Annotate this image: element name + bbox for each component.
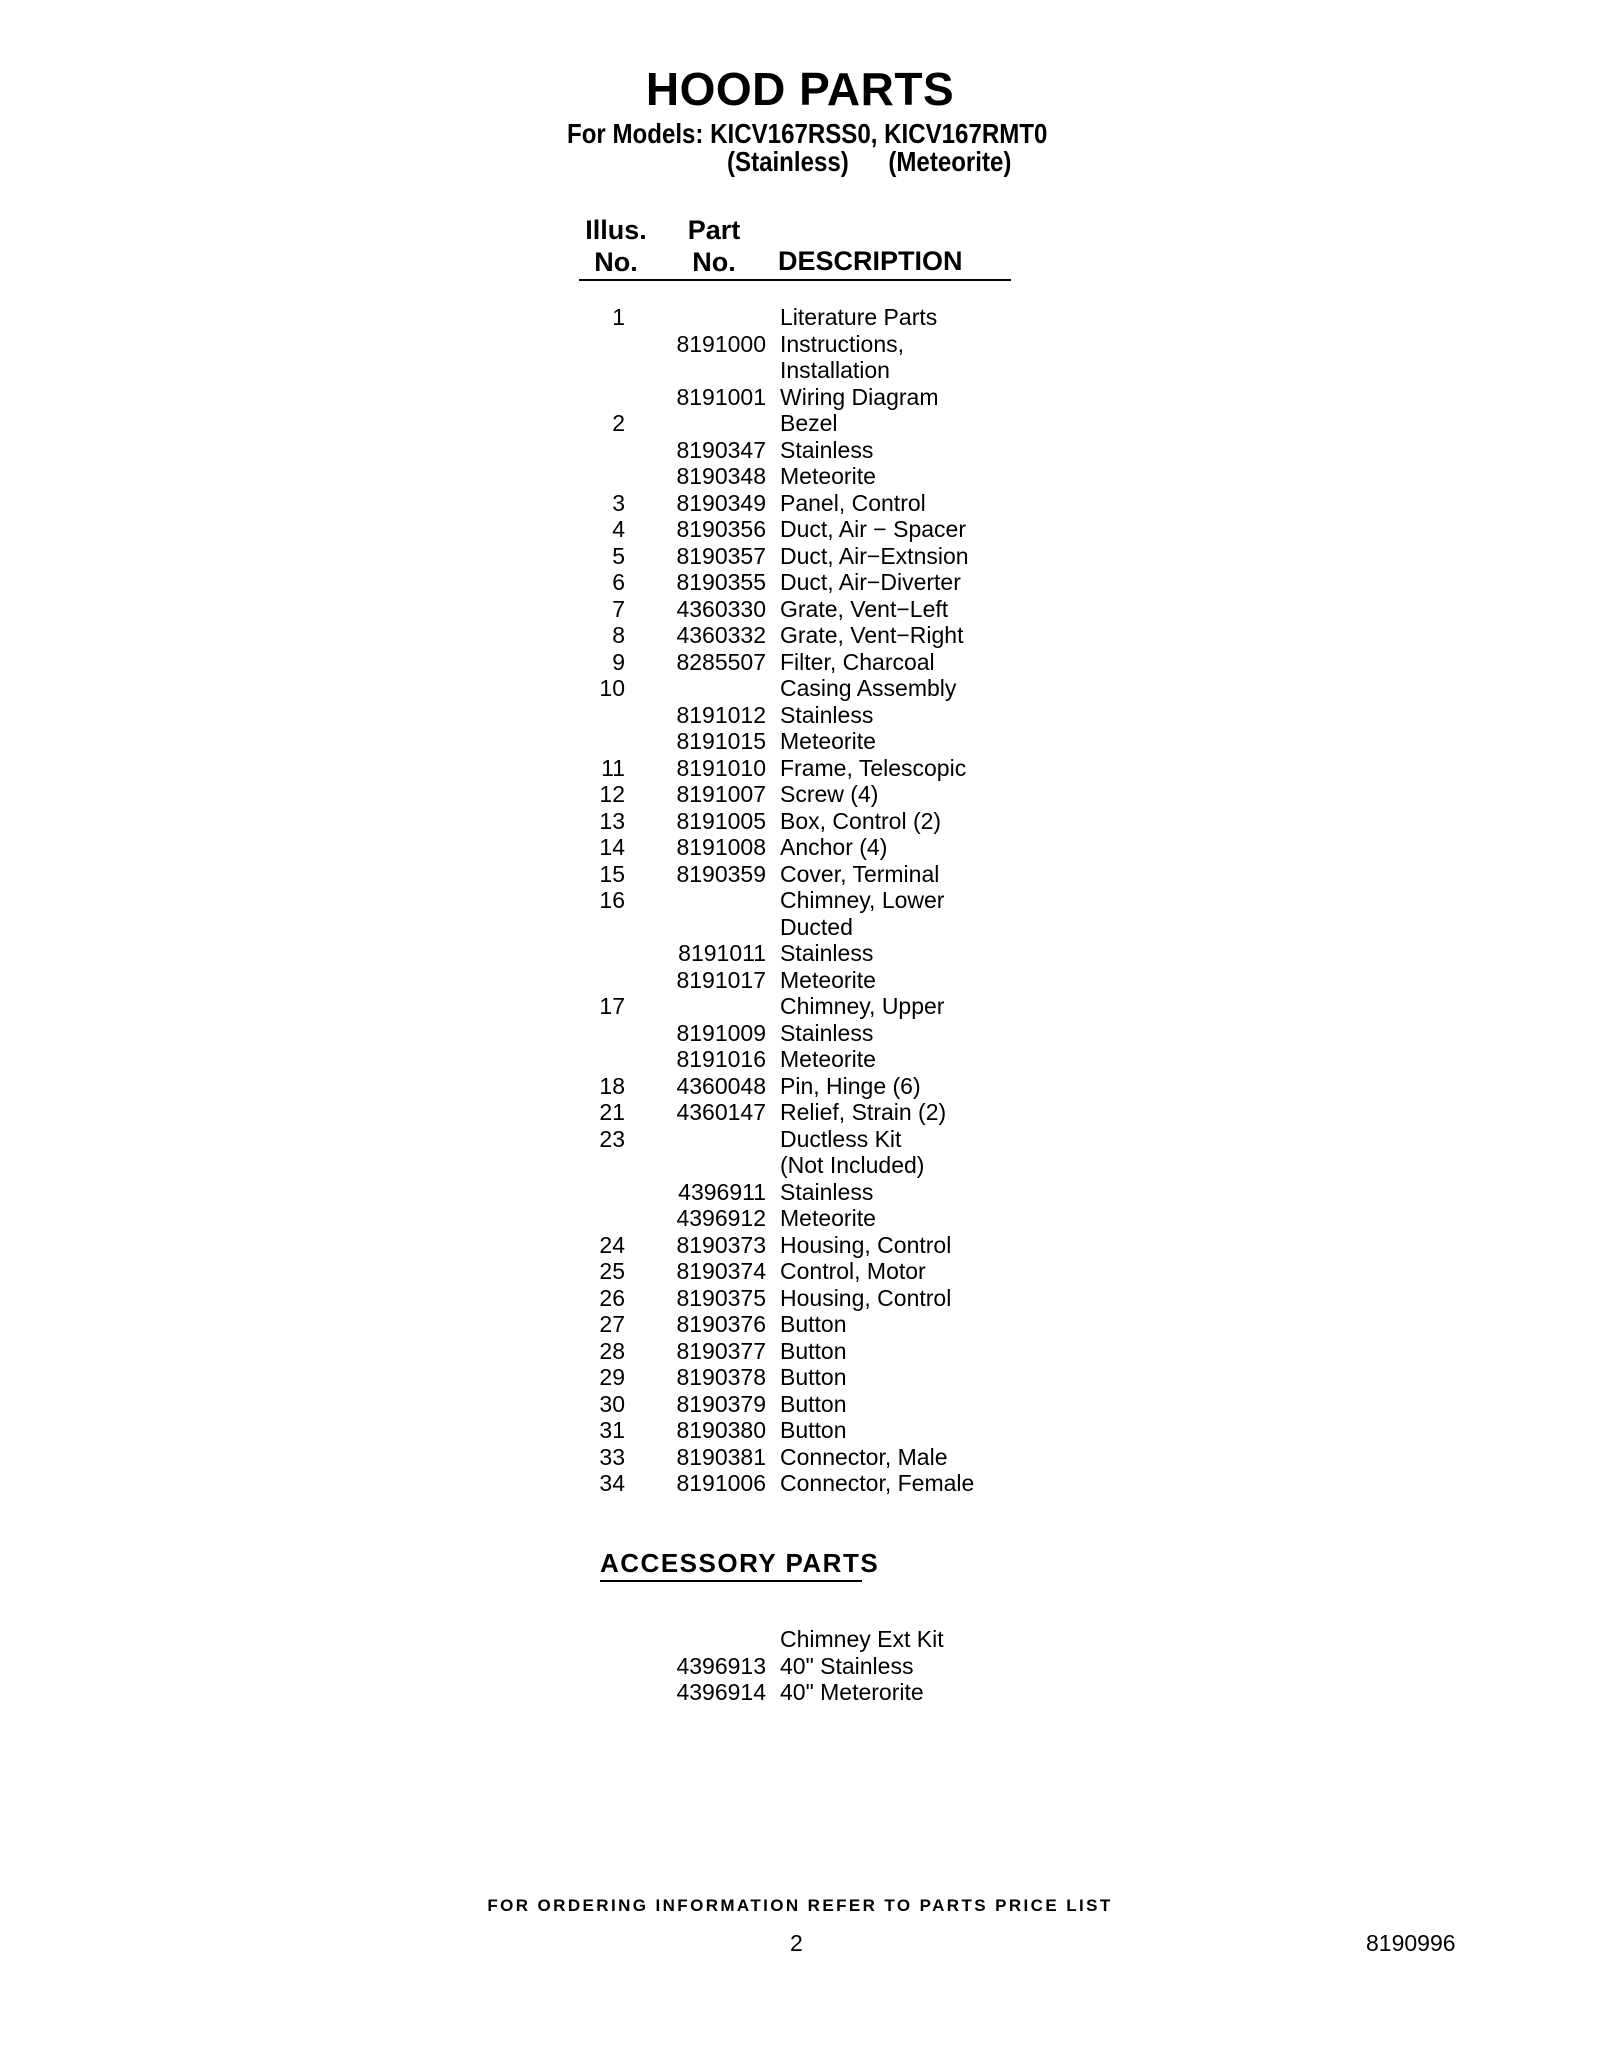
description-header: DESCRIPTION (778, 246, 963, 276)
header-rule (579, 279, 1011, 281)
parts-row (0, 702, 1600, 729)
part-description: Meteorite (780, 1046, 876, 1072)
parts-row (0, 1232, 1600, 1259)
parts-row (0, 622, 1600, 649)
part-number: 8191001 (676, 383, 766, 410)
part-description: Button (780, 1337, 847, 1364)
part-number: 8190373 (676, 1231, 766, 1258)
parts-row (0, 1179, 1600, 1206)
part-no-header: Part No. (687, 215, 741, 277)
part-number: 8190380 (676, 1417, 766, 1443)
parts-row (0, 304, 1600, 331)
parts-row (0, 490, 1600, 517)
part-number: 8190379 (676, 1390, 766, 1417)
illus-number: 26 (599, 1284, 625, 1311)
part-description: Button (780, 1311, 847, 1337)
illus-number: 10 (599, 675, 625, 701)
illus-number: 5 (612, 542, 625, 569)
part-number: 8191009 (676, 1019, 766, 1046)
parts-row (0, 675, 1600, 702)
parts-row (0, 1152, 1600, 1179)
part-description: Button (780, 1390, 847, 1417)
illus-number: 15 (599, 860, 625, 887)
parts-row (0, 1046, 1600, 1073)
part-description: Button (780, 1364, 847, 1390)
illus-number: 27 (599, 1311, 625, 1337)
part-description: Grate, Vent−Right (780, 622, 964, 648)
model-variants (727, 146, 1011, 178)
part-number: 8191010 (676, 754, 766, 781)
models-line: For Models: KICV167RSS0, KICV167RMT0 (567, 118, 1048, 149)
parts-row (0, 1258, 1600, 1285)
illus-number: 6 (612, 569, 625, 595)
part-description: Grate, Vent−Left (780, 595, 949, 622)
illus-no-header: Illus. No. (585, 215, 647, 277)
illus-number: 2 (612, 410, 625, 436)
part-number: 8190348 (676, 463, 766, 489)
parts-row (0, 1470, 1600, 1497)
part-description: Bezel (780, 410, 838, 436)
parts-row (0, 887, 1600, 914)
parts-row (0, 993, 1600, 1020)
parts-row (0, 437, 1600, 464)
illus-number: 33 (599, 1443, 625, 1470)
parts-row (0, 596, 1600, 623)
part-description: Chimney Ext Kit (780, 1626, 944, 1652)
part-description: Casing Assembly (780, 675, 957, 701)
part-number: 8191006 (676, 1470, 766, 1496)
part-description: Stainless (780, 1019, 874, 1046)
part-number: 8190378 (676, 1364, 766, 1390)
part-number: 4360332 (676, 622, 766, 648)
part-number: 8190356 (676, 516, 766, 542)
illus-number: 3 (612, 489, 625, 516)
illus-number: 14 (599, 834, 625, 860)
part-description: Meteorite (780, 966, 876, 993)
parts-row (0, 1417, 1600, 1444)
part-description: (Not Included) (780, 1152, 925, 1178)
part-number: 4396914 (676, 1679, 766, 1705)
parts-row (0, 1205, 1600, 1232)
part-number: 8190375 (676, 1284, 766, 1311)
parts-row (0, 384, 1600, 411)
part-number: 8191016 (676, 1046, 766, 1072)
part-number: 8190374 (676, 1258, 766, 1284)
part-description: Box, Control (2) (780, 807, 942, 834)
parts-row (0, 1073, 1600, 1100)
part-description: Housing, Control (780, 1231, 952, 1258)
parts-row (0, 410, 1600, 437)
illus-number: 9 (612, 648, 625, 675)
parts-row (0, 1679, 1600, 1706)
illus-number: 8 (612, 622, 625, 648)
parts-row (0, 1338, 1600, 1365)
illus-number: 13 (599, 807, 625, 834)
part-description: Duct, Air − Spacer (780, 516, 966, 542)
part-description: Instructions, (780, 330, 904, 357)
part-description: Literature Parts (780, 304, 938, 330)
part-number: 8191011 (678, 940, 766, 966)
part-number: 8191005 (676, 807, 766, 834)
part-description: Meteorite (780, 463, 876, 489)
part-description: Connector, Male (780, 1443, 948, 1470)
illus-number: 18 (599, 1072, 625, 1099)
parts-row (0, 1444, 1600, 1471)
part-number: 8191008 (676, 834, 766, 860)
parts-row (0, 357, 1600, 384)
part-number: 8190347 (676, 436, 766, 463)
part-number: 8190377 (676, 1337, 766, 1364)
part-description: Stainless (780, 701, 874, 728)
illus-number: 34 (599, 1470, 625, 1496)
part-number: 8191015 (676, 728, 766, 754)
part-description: Installation (780, 357, 890, 383)
parts-row (0, 914, 1600, 941)
part-number: 8190359 (676, 860, 766, 887)
illus-number: 11 (601, 754, 625, 781)
part-description: Stainless (780, 940, 874, 966)
parts-row (0, 781, 1600, 808)
parts-row (0, 516, 1600, 543)
parts-row (0, 967, 1600, 994)
illus-number: 31 (599, 1417, 625, 1443)
part-number: 4396913 (676, 1652, 766, 1679)
illus-number: 24 (599, 1231, 625, 1258)
illus-number: 1 (612, 304, 625, 330)
part-description: Stainless (780, 436, 874, 463)
parts-row (0, 1126, 1600, 1153)
illus-number: 12 (599, 781, 625, 807)
parts-row (0, 463, 1600, 490)
parts-row (0, 834, 1600, 861)
part-description: Meteorite (780, 728, 876, 754)
parts-row (0, 861, 1600, 888)
part-description: Cover, Terminal (780, 860, 940, 887)
part-description: 40" Stainless (780, 1652, 914, 1679)
variant-stainless: (Stainless) (727, 146, 849, 177)
parts-row (0, 331, 1600, 358)
part-description: Chimney, Upper (780, 993, 945, 1019)
part-description: Control, Motor (780, 1258, 926, 1284)
parts-row (0, 1311, 1600, 1338)
parts-list (0, 304, 1600, 1497)
part-number: 4396911 (678, 1178, 766, 1205)
part-description: Filter, Charcoal (780, 648, 935, 675)
part-number: 8190355 (676, 569, 766, 595)
parts-row (0, 1364, 1600, 1391)
illus-number: 17 (599, 993, 625, 1019)
part-description: Duct, Air−Diverter (780, 569, 961, 595)
part-description: Housing, Control (780, 1284, 952, 1311)
part-number: 8191007 (676, 781, 766, 807)
part-description: Pin, Hinge (6) (780, 1072, 921, 1099)
part-number: 4360147 (676, 1099, 766, 1125)
illus-number: 4 (612, 516, 625, 542)
part-description: Meteorite (780, 1205, 876, 1231)
parts-row (0, 1099, 1600, 1126)
parts-row (0, 649, 1600, 676)
part-number: 8285507 (676, 648, 766, 675)
part-number: 8191000 (676, 330, 766, 357)
part-number: 8191017 (676, 966, 766, 993)
part-description: Ductless Kit (780, 1125, 902, 1152)
part-description: Screw (4) (780, 781, 879, 807)
illus-number: 7 (612, 595, 625, 622)
part-description: Connector, Female (780, 1470, 975, 1496)
accessory-parts-list (0, 1626, 1600, 1706)
parts-row (0, 1653, 1600, 1680)
part-number: 4360048 (676, 1072, 766, 1099)
part-description: Chimney, Lower (780, 887, 945, 913)
variant-meteorite: (Meteorite) (888, 146, 1012, 177)
illus-number: 23 (599, 1125, 625, 1152)
parts-row (0, 1626, 1600, 1653)
part-description: Button (780, 1417, 847, 1443)
part-description: Wiring Diagram (780, 383, 939, 410)
part-description: Ducted (780, 913, 853, 940)
part-description: Duct, Air−Extnsion (780, 542, 969, 569)
illus-number: 21 (599, 1099, 625, 1125)
illus-number: 25 (599, 1258, 625, 1284)
parts-row (0, 808, 1600, 835)
part-number: 8190376 (676, 1311, 766, 1337)
parts-row (0, 755, 1600, 782)
parts-row (0, 1020, 1600, 1047)
illus-number: 29 (599, 1364, 625, 1390)
parts-row (0, 543, 1600, 570)
part-number: 8190381 (676, 1443, 766, 1470)
parts-row (0, 1391, 1600, 1418)
parts-row (0, 569, 1600, 596)
parts-row (0, 728, 1600, 755)
page-title: HOOD PARTS (645, 63, 955, 115)
page-number: 2 (790, 1930, 803, 1956)
document-number: 8190996 (1366, 1930, 1456, 1956)
part-number: 4396912 (676, 1205, 766, 1231)
part-description: 40" Meterorite (780, 1679, 924, 1705)
part-number: 8190349 (676, 489, 766, 516)
illus-number: 28 (599, 1337, 625, 1364)
part-description: Frame, Telescopic (780, 754, 967, 781)
part-number: 4360330 (676, 595, 766, 622)
illus-number: 16 (599, 887, 625, 913)
part-description: Panel, Control (780, 489, 926, 516)
parts-row (0, 1285, 1600, 1312)
part-description: Stainless (780, 1178, 874, 1205)
part-description: Anchor (4) (780, 834, 888, 860)
parts-row (0, 940, 1600, 967)
ordering-note: FOR ORDERING INFORMATION REFER TO PARTS PRICE LIST (487, 1896, 1113, 1915)
part-number: 8191012 (676, 701, 766, 728)
part-description: Relief, Strain (2) (780, 1099, 947, 1125)
accessory-rule (600, 1580, 862, 1582)
accessory-parts-title: ACCESSORY PARTS (600, 1548, 880, 1578)
part-number: 8190357 (676, 542, 766, 569)
illus-number: 30 (599, 1390, 625, 1417)
